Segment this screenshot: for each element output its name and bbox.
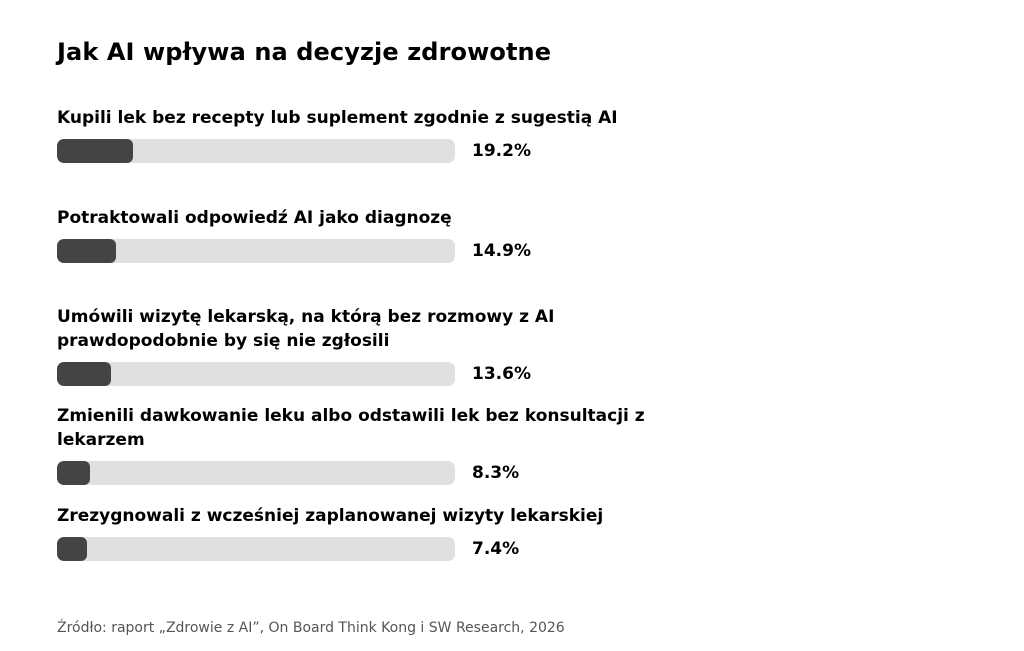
bar-row — [57, 362, 577, 386]
bar-track — [57, 139, 455, 163]
bar-item-3 — [57, 305, 657, 386]
bar-value-label: 7.4% — [472, 539, 520, 559]
bar-track — [57, 461, 455, 485]
bar-item-4 — [57, 404, 657, 485]
bar-item-1 — [57, 106, 657, 163]
bar-value-label: 13.6% — [472, 364, 531, 384]
bar-row — [57, 239, 577, 263]
bar-fill — [57, 239, 116, 263]
bar-fill — [57, 461, 90, 485]
bar-track — [57, 537, 455, 561]
bar-row — [57, 139, 577, 163]
bar-label: Kupili lek bez recepty lub suplement zgodnie z sugestią AI — [57, 108, 618, 128]
bar-row — [57, 461, 577, 485]
bar-track — [57, 239, 455, 263]
bar-item-2 — [57, 206, 657, 263]
bar-fill — [57, 537, 87, 561]
bar-label: Zmienili dawkowanie leku albo odstawili lek bez konsultacji z lekarzem — [57, 406, 645, 450]
bar-value-label: 19.2% — [472, 141, 531, 161]
bar-fill — [57, 139, 133, 163]
bar-item-5 — [57, 504, 657, 561]
bar-row — [57, 537, 577, 561]
bar-track — [57, 362, 455, 386]
bar-fill — [57, 362, 111, 386]
bar-label: Potraktowali odpowiedź AI jako diagnozę — [57, 208, 452, 228]
bar-label: Umówili wizytę lekarską, na którą bez rozmowy z AI prawdopodobnie by się nie zgłosili — [57, 307, 555, 351]
source-note: Źródło: raport „Zdrowie z AI”, On Board Think Kong i SW Research, 2026 — [57, 620, 565, 636]
chart-title: Jak AI wpływa na decyzje zdrowotne — [57, 38, 552, 66]
bar-label: Zrezygnowali z wcześniej zaplanowanej wizyty lekarskiej — [57, 506, 604, 526]
bar-value-label: 14.9% — [472, 241, 531, 261]
bar-value-label: 8.3% — [472, 463, 520, 483]
